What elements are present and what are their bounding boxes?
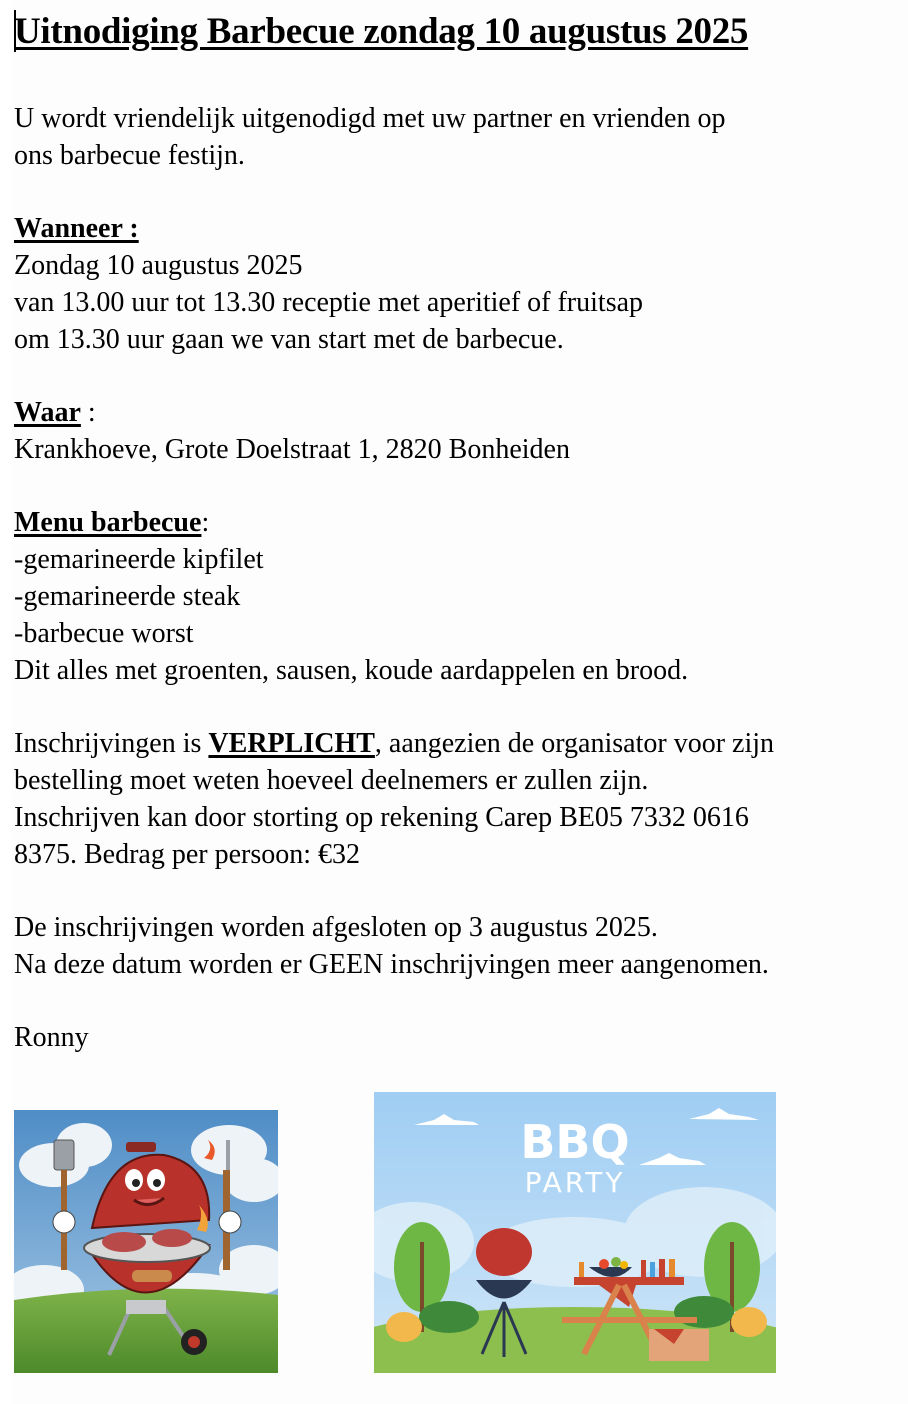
- signature: Ronny: [14, 1022, 89, 1053]
- intro-paragraph: [14, 100, 894, 174]
- menu-item: -gemarineerde steak: [14, 581, 241, 612]
- deadline-line: Na deze datum worden er GEEN inschrijvingen meer aangenomen.: [14, 949, 769, 980]
- where-heading-suffix: :: [80, 397, 96, 428]
- menu-item: -gemarineerde kipfilet: [14, 544, 264, 575]
- when-line: van 13.00 uur tot 13.30 receptie met aperitief of fruitsap: [14, 287, 644, 318]
- bbq-subtitle: PARTY: [524, 1166, 626, 1199]
- menu-item: -barbecue worst: [14, 618, 194, 649]
- when-line: Zondag 10 augustus 2025: [14, 250, 303, 281]
- registration-line: 8375. Bedrag per persoon: €32: [14, 839, 361, 870]
- menu-heading-suffix: :: [201, 507, 210, 538]
- menu-section: [14, 504, 894, 689]
- registration-prefix: Inschrijvingen is: [14, 728, 209, 759]
- registration-line: Inschrijven kan door storting op rekening Carep BE05 7332 0616: [14, 802, 749, 833]
- when-line: om 13.30 uur gaan we van start met de barbecue.: [14, 324, 564, 355]
- registration-section: [14, 725, 894, 873]
- intro-line: U wordt vriendelijk uitgenodigd met uw partner en vrienden op: [14, 103, 726, 134]
- image-row: [14, 1092, 894, 1382]
- when-section: [14, 210, 894, 358]
- registration-rest: , aangezien de organisator voor zijn: [374, 728, 774, 759]
- bbq-party-image: [374, 1092, 776, 1373]
- registration-line: bestelling moet weten hoeveel deelnemers er zullen zijn.: [14, 765, 649, 796]
- grill-mascot-image: [14, 1110, 278, 1373]
- page-title: Uitnodiging Barbecue zondag 10 augustus 2025: [14, 11, 749, 52]
- when-heading: Wanneer :: [14, 213, 139, 244]
- bbq-title: BBQ: [520, 1115, 630, 1169]
- where-section: [14, 394, 894, 468]
- menu-heading: Menu barbecue: [14, 507, 202, 538]
- registration-emphasis: VERPLICHT: [208, 728, 375, 759]
- intro-line: ons barbecue festijn.: [14, 140, 245, 171]
- deadline-section: [14, 909, 894, 983]
- deadline-line: De inschrijvingen worden afgesloten op 3 augustus 2025.: [14, 912, 658, 943]
- address: Krankhoeve, Grote Doelstraat 1, 2820 Bonheiden: [14, 434, 570, 465]
- menu-note: Dit alles met groenten, sausen, koude aardappelen en brood.: [14, 655, 689, 686]
- document-body[interactable]: [14, 10, 894, 1056]
- where-heading: Waar: [14, 397, 81, 428]
